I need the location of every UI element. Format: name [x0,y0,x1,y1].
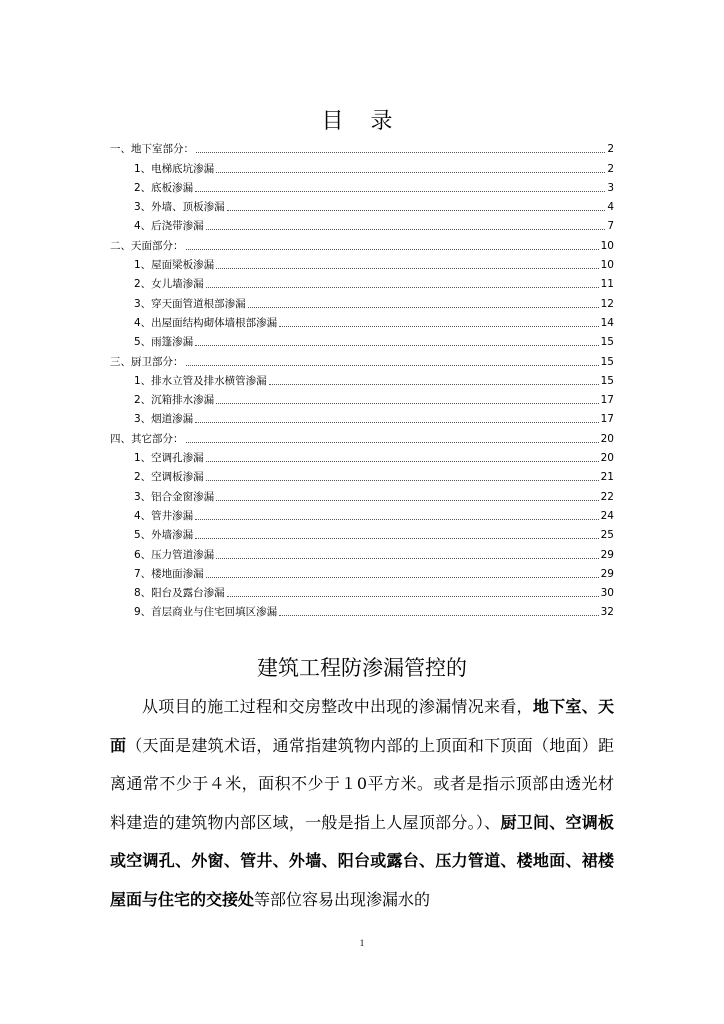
toc-subentry[interactable] [110,369,614,388]
toc-entry-label: 1、电梯底坑渗漏 [134,162,215,175]
toc-subentry[interactable] [110,484,614,503]
toc-entry-page: 21 [600,471,614,484]
toc-subentry[interactable] [110,600,614,619]
toc-subentry[interactable] [110,504,614,523]
toc-entry-label: 二、天面部分： [110,239,184,252]
toc-entry-page: 30 [600,587,614,600]
toc-dot-leader [227,210,606,211]
toc-entry-page: 15 [600,374,614,387]
toc-section-entry[interactable] [110,233,614,252]
toc-entry-page: 10 [600,259,614,272]
toc-entry-label: 三、厨卫部分： [110,355,184,368]
toc-entry-page: 25 [600,529,614,542]
toc-entry-label: 4、后浇带渗漏 [134,220,204,233]
toc-dot-leader [195,519,598,520]
toc-entry-page: 2 [607,143,614,156]
toc-subentry[interactable] [110,523,614,542]
toc-entry-label: 2、女儿墙渗漏 [134,278,204,291]
toc-entry-label: 1、排水立管及排水横管渗漏 [134,374,267,387]
toc-dot-leader [186,442,599,443]
toc-entry-page: 11 [600,278,614,291]
toc-entry-label: 1、屋面梁板渗漏 [134,259,215,272]
table-of-contents [110,137,614,619]
toc-dot-leader [195,191,605,192]
toc-entry-label: 3、外墙、顶板渗漏 [134,201,225,214]
toc-dot-leader [216,558,598,559]
toc-subentry[interactable] [110,446,614,465]
toc-entry-label: 7、楼地面渗漏 [134,567,204,580]
toc-subentry[interactable] [110,581,614,600]
toc-entry-page: 15 [600,336,614,349]
toc-subentry[interactable] [110,176,614,195]
toc-entry-label: 1、空调孔渗漏 [134,452,204,465]
toc-entry-label: 2、沉箱排水渗漏 [134,394,215,407]
toc-entry-page: 29 [600,567,614,580]
toc-entry-page: 7 [607,220,614,233]
toc-entry-page: 15 [600,355,614,368]
toc-dot-leader [206,287,599,288]
toc-entry-label: 6、压力管道渗漏 [134,548,215,561]
toc-dot-leader [269,384,599,385]
toc-dot-leader [195,422,598,423]
toc-dot-leader [279,326,598,327]
toc-subentry[interactable] [110,156,614,175]
toc-entry-label: 5、外墙渗漏 [134,529,194,542]
toc-subentry[interactable] [110,272,614,291]
toc-entry-page: 29 [600,548,614,561]
toc-subentry[interactable] [110,330,614,349]
toc-dot-leader [206,577,599,578]
toc-entry-label: 3、铝合金窗渗漏 [134,490,215,503]
paragraph-text: 等部位容易出现渗漏水的 [254,889,431,909]
toc-subentry[interactable] [110,214,614,233]
toc-entry-page: 17 [600,394,614,407]
toc-dot-leader [206,229,606,230]
toc-subentry[interactable] [110,195,614,214]
toc-section-entry[interactable] [110,137,614,156]
toc-section-entry[interactable] [110,426,614,445]
emphasized-text: 地下室、天面 [110,697,614,755]
toc-subentry[interactable] [110,388,614,407]
toc-dot-leader [195,538,598,539]
toc-subentry[interactable] [110,291,614,310]
toc-entry-page: 20 [600,452,614,465]
toc-entry-label: 四、其它部分： [110,432,184,445]
toc-entry-page: 17 [600,413,614,426]
toc-dot-leader [186,365,599,366]
toc-dot-leader [186,249,599,250]
toc-entry-page: 3 [607,181,614,194]
toc-dot-leader [216,172,605,173]
toc-entry-label: 3、烟道渗漏 [134,413,194,426]
toc-dot-leader [216,403,598,404]
page-number: 1 [359,938,365,948]
toc-subentry[interactable] [110,562,614,581]
toc-subentry[interactable] [110,465,614,484]
toc-entry-label: 9、首层商业与住宅回填区渗漏 [134,606,278,619]
toc-entry-label: 8、阳台及露台渗漏 [134,587,225,600]
toc-entry-label: 4、出屋面结构砌体墙根部渗漏 [134,316,278,329]
toc-entry-page: 24 [600,509,614,522]
toc-title: 目 录 [321,109,403,134]
toc-dot-leader [216,500,598,501]
toc-dot-leader [227,596,599,597]
toc-entry-label: 一、地下室部分： [110,143,194,156]
emphasized-text: 厨卫间、空调板或空调孔、外窗、管井、外墙、阳台或露台、压力管道、楼地面、裙楼屋面与住宅的交接处 [110,812,614,909]
toc-dot-leader [196,152,605,153]
toc-entry-label: 4、管井渗漏 [134,509,194,522]
toc-entry-page: 22 [600,490,614,503]
paragraph-text: 从项目的施工过程和交房整改中出现的渗漏情况来看， [142,697,533,716]
toc-entry-label: 5、雨篷渗漏 [134,336,194,349]
paragraph-text: （天面是建筑术语，通常指建筑物内部的上顶面和下顶面（地面）距离通常不少于４米，面积不少于１0平方米。或者是指示顶部由透光材料建造的建筑物内部区域，一般是指上人屋顶部分。）、 [110,735,614,832]
toc-entry-page: 4 [607,201,614,214]
toc-entry-page: 12 [600,297,614,310]
body-paragraph [110,688,614,919]
toc-dot-leader [279,615,598,616]
toc-entry-label: 2、空调板渗漏 [134,471,204,484]
toc-subentry[interactable] [110,311,614,330]
toc-entry-label: 3、穿天面管道根部渗漏 [134,297,246,310]
toc-entry-page: 32 [600,606,614,619]
toc-subentry[interactable] [110,542,614,561]
toc-entry-label: 2、底板渗漏 [134,181,194,194]
toc-dot-leader [216,268,598,269]
toc-dot-leader [206,480,599,481]
toc-dot-leader [206,461,599,462]
body-title: 建筑工程防渗漏管控的 [257,656,467,680]
toc-entry-page: 20 [600,432,614,445]
toc-subentry[interactable] [110,407,614,426]
toc-entry-page: 10 [600,239,614,252]
toc-section-entry[interactable] [110,349,614,368]
toc-dot-leader [195,345,598,346]
toc-entry-page: 14 [600,316,614,329]
toc-dot-leader [248,307,599,308]
toc-subentry[interactable] [110,253,614,272]
toc-entry-page: 2 [607,162,614,175]
